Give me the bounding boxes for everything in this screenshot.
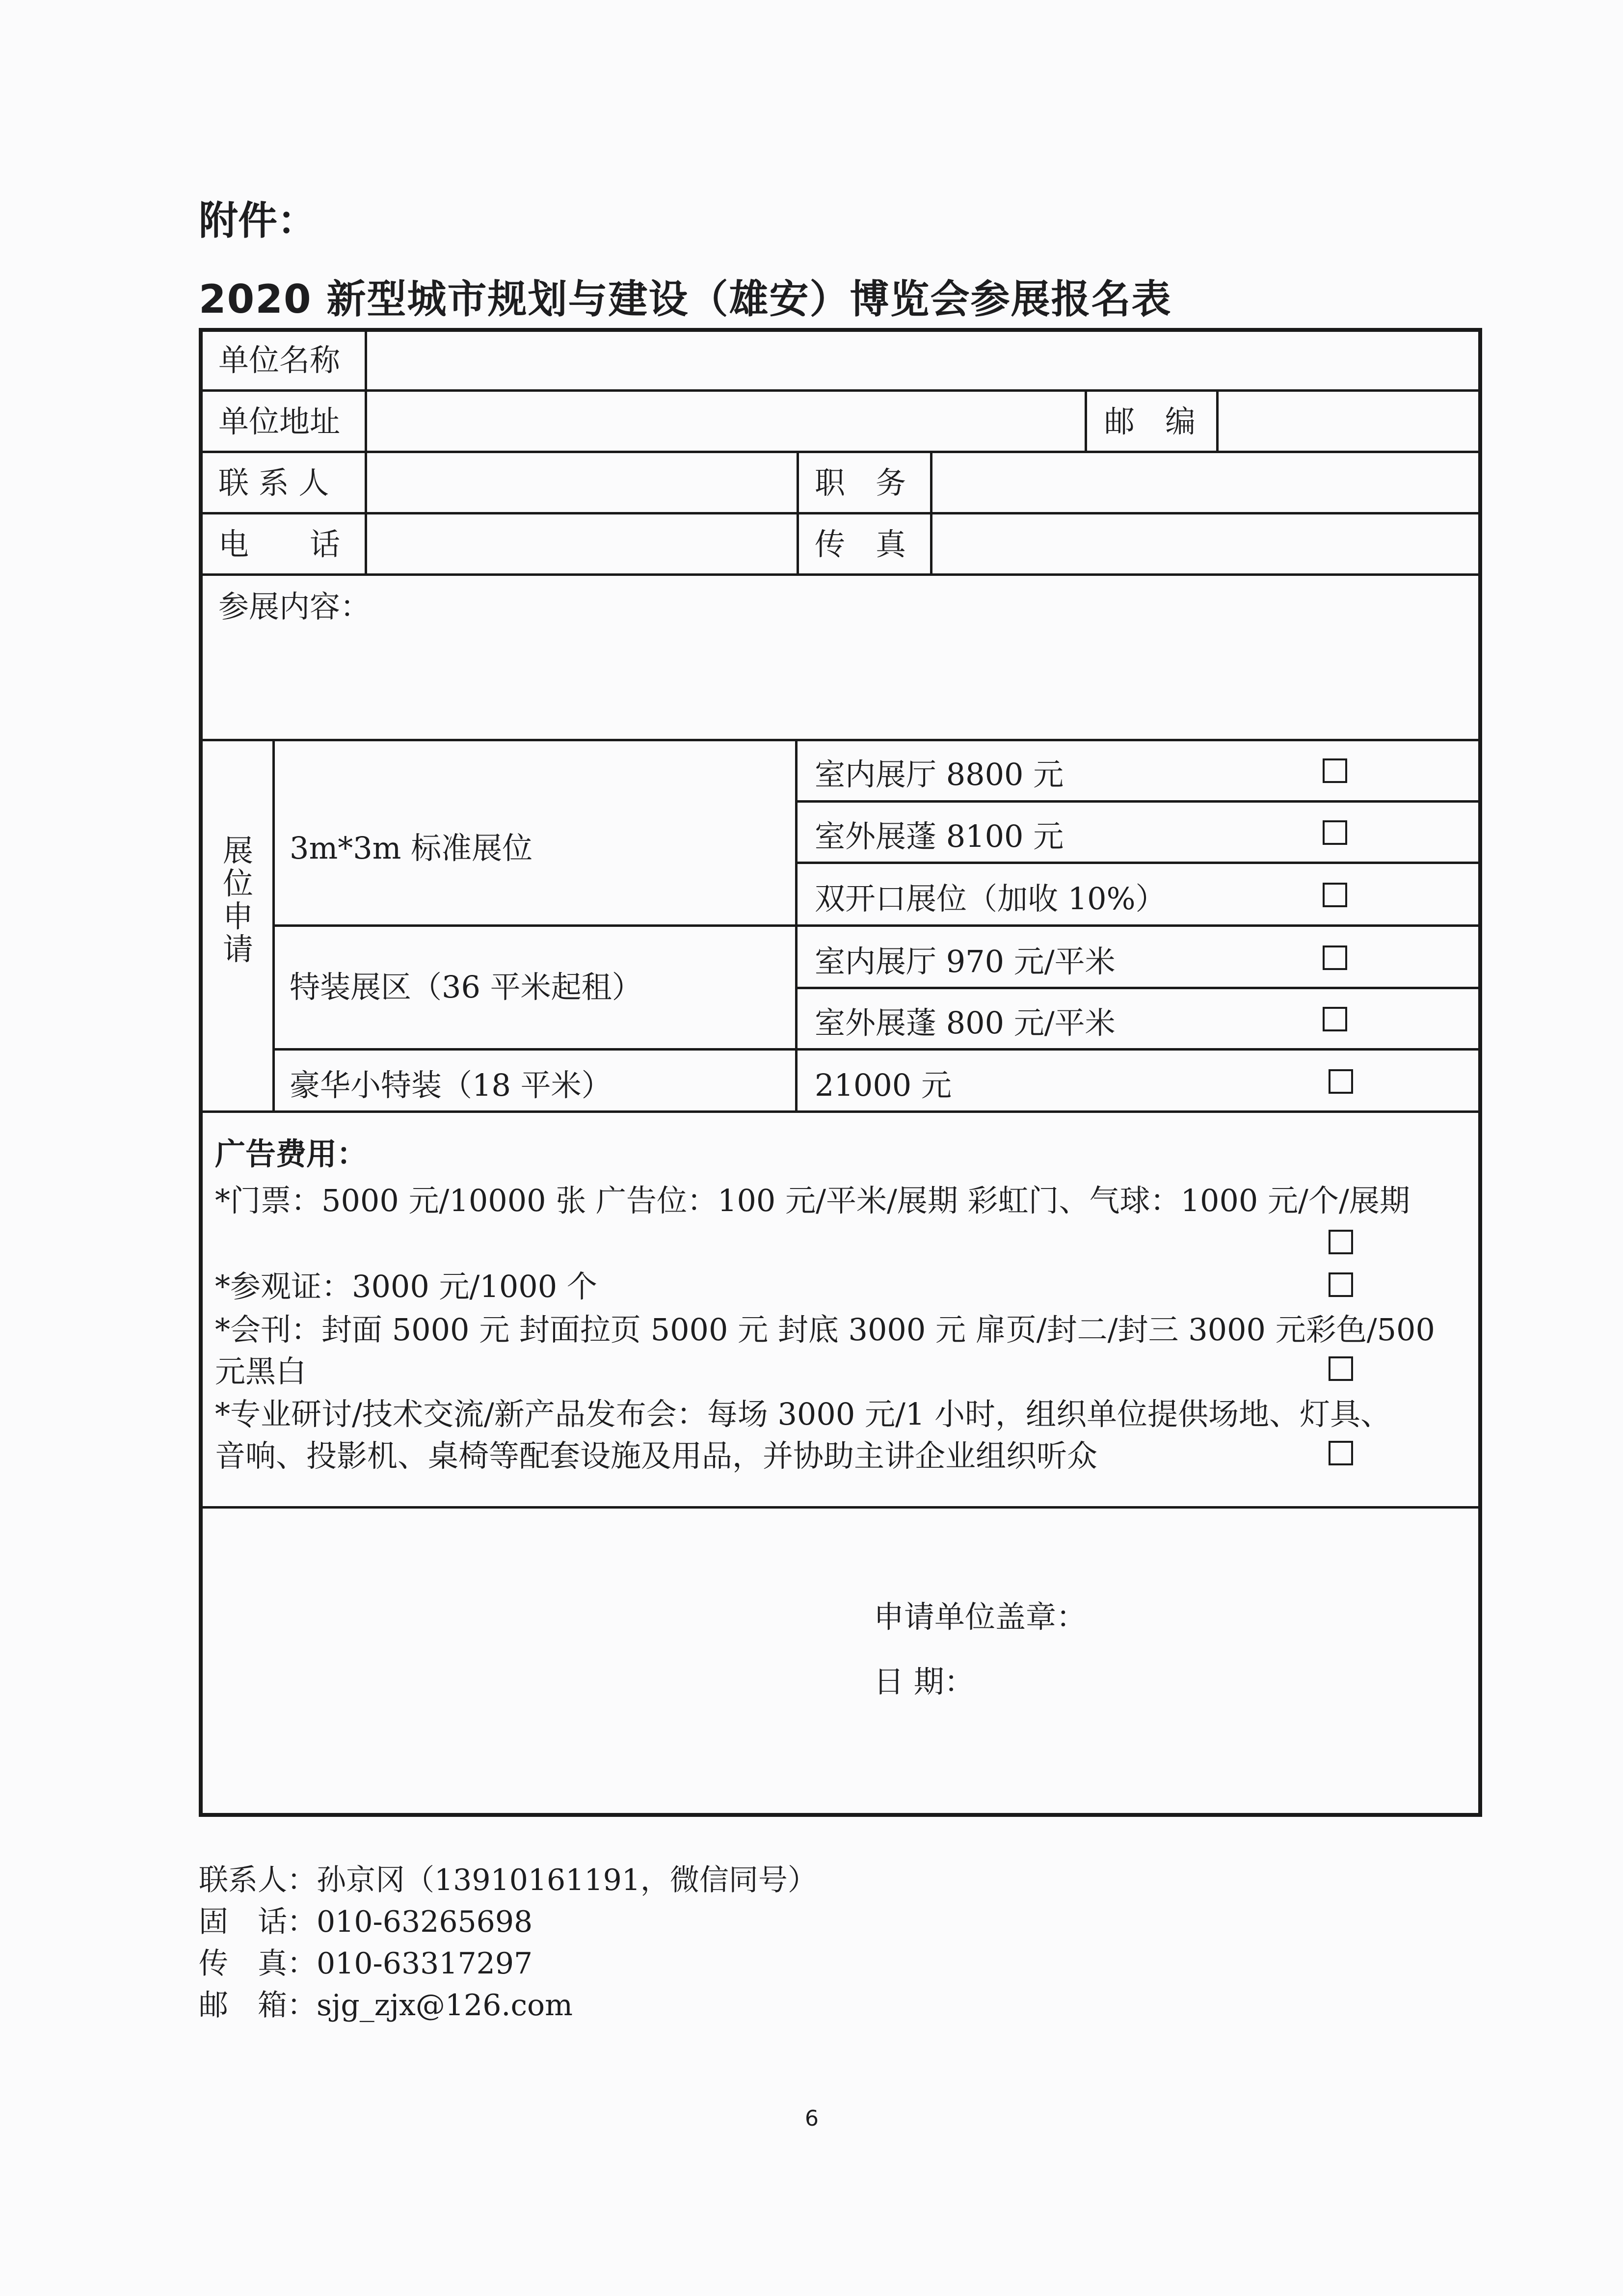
fax-field[interactable] — [938, 519, 1472, 568]
phone-label: 电 话 — [218, 526, 341, 562]
row-line — [199, 1506, 1482, 1509]
col-line — [365, 328, 367, 574]
booth-section-label-text: 展 位 申 请 — [222, 833, 253, 967]
postcode-label: 邮 编 — [1104, 404, 1196, 439]
date-label: 日 期： — [874, 1664, 975, 1700]
position-label: 职 务 — [815, 465, 906, 501]
row-line — [199, 512, 1482, 514]
special-indoor-checkbox[interactable] — [1323, 945, 1347, 970]
ad-tickets-checkbox[interactable] — [1329, 1230, 1353, 1254]
table-border-left — [199, 328, 203, 1817]
footer-email: 邮 箱：sjg_zjx@126.com — [199, 1988, 573, 2023]
ad-journal-checkbox[interactable] — [1329, 1356, 1353, 1381]
row-line — [199, 389, 1482, 392]
indoor-hall-option: 室内展厅 8800 元 — [815, 756, 1064, 792]
exhibit-content-field[interactable] — [211, 628, 1472, 734]
col-line — [930, 451, 932, 574]
ad-journal-line: *会刊：封面 5000 元 封面拉页 5000 元 封底 3000 元 扉页/封二/封三 3000 元彩色/500 — [215, 1312, 1435, 1348]
advertising-title: 广告费用： — [215, 1136, 368, 1172]
col-line — [795, 739, 798, 1112]
phone-field[interactable] — [373, 519, 790, 568]
row-line — [199, 1110, 1482, 1113]
footer-phone: 固 话：010-63265698 — [199, 1905, 533, 1939]
outdoor-tent-option: 室外展蓬 8100 元 — [815, 818, 1064, 854]
applicant-stamp-label: 申请单位盖章： — [874, 1599, 1087, 1635]
table-border-bottom — [199, 1813, 1482, 1817]
row-line — [199, 451, 1482, 453]
special-indoor-option: 室内展厅 970 元/平米 — [815, 944, 1116, 979]
luxury-booth-checkbox[interactable] — [1329, 1069, 1353, 1094]
unit-name-label: 单位名称 — [218, 342, 341, 378]
unit-address-label: 单位地址 — [218, 404, 341, 439]
double-opening-checkbox[interactable] — [1323, 883, 1347, 907]
ad-journal-line-cont: 元黑白 — [215, 1353, 307, 1389]
fax-label: 传 真 — [815, 526, 906, 562]
col-line — [797, 451, 799, 574]
special-outdoor-option: 室外展蓬 800 元/平米 — [815, 1005, 1116, 1041]
footer-fax: 传 真：010-63317297 — [199, 1946, 533, 1981]
ad-seminar-checkbox[interactable] — [1329, 1441, 1353, 1465]
form-title: 2020 新型城市规划与建设（雄安）博览会参展报名表 — [199, 276, 1172, 322]
position-field[interactable] — [938, 458, 1472, 507]
ad-seminar-line-cont: 音响、投影机、桌椅等配套设施及用品，并协助主讲企业组织听众 — [215, 1438, 1098, 1474]
row-line — [797, 862, 1482, 864]
row-line — [274, 1048, 1482, 1051]
exhibit-content-label: 参展内容： — [218, 589, 371, 624]
ad-tickets-line: *门票：5000 元/10000 张 广告位：100 元/平米/展期 彩虹门、气球：1000 元/个/展期 — [215, 1183, 1410, 1218]
col-line — [272, 739, 275, 1112]
luxury-booth-label: 豪华小特装（18 平米） — [290, 1067, 612, 1103]
row-line — [199, 573, 1482, 576]
contact-field[interactable] — [373, 458, 790, 507]
indoor-hall-checkbox[interactable] — [1323, 758, 1347, 783]
special-outdoor-checkbox[interactable] — [1323, 1007, 1347, 1031]
table-border-right — [1478, 328, 1482, 1817]
footer-contact: 联系人：孙京冈（13910161191，微信同号） — [199, 1863, 817, 1897]
special-booth-label: 特装展区（36 平米起租） — [290, 969, 642, 1005]
row-line — [274, 924, 1482, 927]
double-opening-option: 双开口展位（加收 10%） — [815, 881, 1166, 917]
unit-address-field[interactable] — [373, 397, 1080, 446]
page-number: 6 — [805, 2106, 819, 2131]
outdoor-tent-checkbox[interactable] — [1323, 820, 1347, 845]
contact-label: 联 系 人 — [218, 465, 329, 501]
ad-pass-checkbox[interactable] — [1329, 1272, 1353, 1297]
standard-booth-label: 3m*3m 标准展位 — [290, 830, 533, 866]
attachment-label: 附件： — [199, 198, 317, 243]
row-line — [797, 987, 1482, 989]
col-line — [1085, 389, 1087, 452]
ad-pass-line: *参观证：3000 元/1000 个 — [215, 1269, 597, 1304]
row-line — [797, 800, 1482, 803]
postcode-field[interactable] — [1224, 397, 1472, 446]
ad-seminar-line: *专业研讨/技术交流/新产品发布会：每场 3000 元/1 小时，组织单位提供场地、灯具、 — [215, 1396, 1391, 1432]
table-border-top — [199, 328, 1482, 332]
row-line — [199, 739, 1482, 741]
col-line — [1216, 389, 1219, 452]
luxury-booth-price: 21000 元 — [815, 1067, 952, 1103]
unit-name-field[interactable] — [373, 336, 1472, 385]
booth-section-label — [221, 835, 255, 966]
